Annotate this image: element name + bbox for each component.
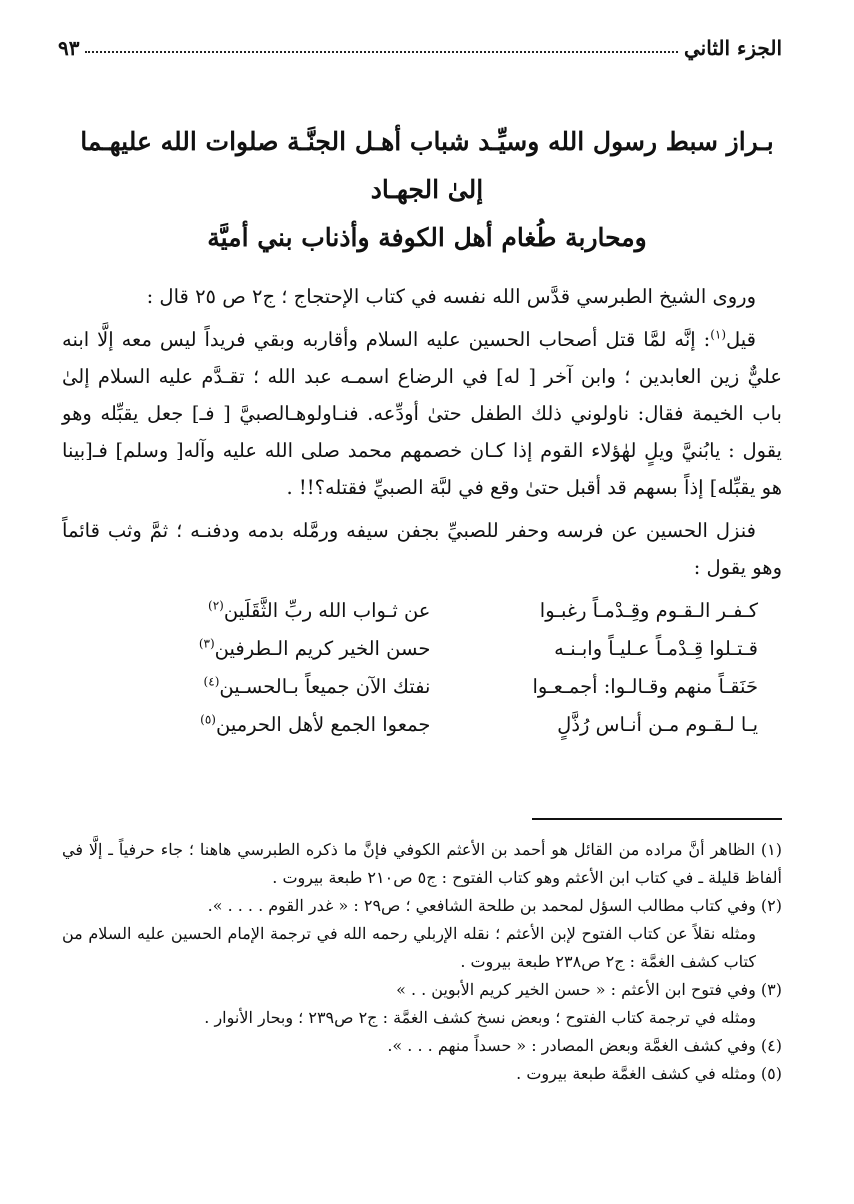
verse-first-hemistich: كـفـر الـقـوم وقِـدْمـاً رغبـوا: [539, 599, 758, 622]
footnote-separator: [532, 818, 782, 820]
verse-second-text: حسن الخير كريم الـطرفين: [214, 637, 431, 660]
poem-verse: [140, 592, 758, 630]
verse-second-text: جمعوا الجمع لأهل الحرمين: [215, 713, 431, 736]
chapter-title-line: بـراز سبط رسول الله وسيِّـد شباب أهـل الجنَّـة صلوات الله عليهـما إلىٰ الجهـاد: [80, 127, 774, 204]
poem-verse: [140, 706, 758, 744]
poem-verse: [140, 630, 758, 668]
verse-first-hemistich: حَنَقـاً منهم وقـالـوا: أجمـعـوا: [532, 675, 758, 698]
footnote: (٣) وفي فتوح ابن الأعثم : « حسن الخير كريم الأبوين . . »: [396, 980, 782, 999]
footnote: (٤) وفي كشف الغمَّة وبعض المصادر : « حسداً منهم . . . ».: [387, 1036, 782, 1055]
narration-start: قيل: [726, 328, 756, 351]
footnote-marker: (٤): [203, 674, 220, 689]
main-text: [62, 278, 782, 592]
page-number: ٩٣: [58, 36, 80, 60]
verse-first-hemistich: قـتـلوا قِـدْمـاً عـليـاً وابـنـه: [554, 637, 758, 660]
burial-paragraph: فنزل الحسين عن فرسه وحفر للصبيِّ بجفن سيفه ورمَّله بدمه ودفنـه ؛ ثمَّ وثب قائماً وهو يقول :: [62, 519, 782, 579]
chapter-title: [60, 118, 794, 262]
verse-second-hemistich: [140, 630, 430, 668]
dot-leader: [85, 51, 678, 53]
intro-paragraph: وروى الشيخ الطبرسي قدَّس الله نفسه في كتاب الإحتجاج ؛ ج٢ ص ٢٥ قال :: [146, 285, 756, 308]
footnote-marker: (٢): [208, 598, 224, 613]
narration-text: : إنَّه لمَّا قتل أصحاب الحسين عليه السلام وأقاربه وبقي فريداً ليس معه إلَّا ابنه عليٌّ زين العابدين ؛ وابن آخر [ له] في الرضاع اسمـه عبد الله ؛ تقـدَّم عليه السلام إلىٰ باب الخيمة فقال: ناولوني ذلك الطفل حتىٰ أودِّعه. فنـاولوهـالصبيَّ [ فـ] جعل يقبِّله وهو يقول : يابُنيَّ ويلٍ لهٰؤلاء القوم إذا كـان خصمهم محمد صلى الله عليه وآله[ وسلم] فـ[بينا هو يقبِّله] إذاً بسهم قد أقبل حتىٰ وقع في لبَّة الصبيِّ فقتله؟!! .: [62, 328, 782, 499]
verse-second-hemistich: [140, 668, 430, 706]
verse-second-hemistich: [140, 592, 430, 630]
chapter-title-line: ومحاربة طُغام أهل الكوفة وأذناب بني أميَّة: [207, 223, 647, 252]
verse-first-hemistich: يـا لـقـوم مـن أنـاس رُذَّلٍ: [557, 713, 758, 736]
footnote-marker: (٣): [198, 636, 215, 651]
narration-paragraph: [62, 321, 782, 506]
footnote-marker: (١): [710, 327, 727, 342]
verse-second-hemistich: [140, 706, 430, 744]
poem-verse: [140, 668, 758, 706]
footnote-marker: (٥): [200, 712, 216, 727]
footnotes: [62, 836, 782, 1088]
page-header: [58, 28, 782, 60]
footnote: ومثله في ترجمة كتاب الفتوح ؛ وبعض نسخ كشف الغمَّة : ج٢ ص٢٣٩ ؛ وبحار الأنوار .: [204, 1008, 756, 1027]
footnote: (٢) وفي كتاب مطالب السؤل لمحمد بن طلحة الشافعي ؛ ص٢٩ : « غدر القوم . . . . ».: [207, 896, 782, 915]
footnote: (١) الظاهر أنَّ مراده من القائل هو أحمد بن الأعثم الكوفي فإنَّ ما ذكره الطبرسي هاهنا ؛ جاء حرفياً ـ إلَّا في ألفاظ قليلة ـ في كتاب ابن الأعثم وهو كتاب الفتوح : ج٥ ص٢١٠ طبعة بيروت .: [62, 840, 783, 887]
running-title: الجزء الثاني: [684, 36, 782, 60]
verse-second-text: نفتك الآن جميعاً بـالحسـين: [219, 675, 431, 698]
footnote: ومثله نقلاً عن كتاب الفتوح لإبن الأعثم ؛ نقله الإربلي رحمه الله في ترجمة الإمام الحسين عليه السلام من كتاب كشف الغمَّة : ج٢ ص٢٣٨ طبعة بيروت .: [62, 924, 756, 971]
poem: [140, 592, 758, 744]
verse-second-text: عن ثـواب الله ربِّ الثَّقَلَين: [223, 599, 431, 622]
footnote: (٥) ومثله في كشف الغمَّة طبعة بيروت .: [516, 1064, 782, 1083]
